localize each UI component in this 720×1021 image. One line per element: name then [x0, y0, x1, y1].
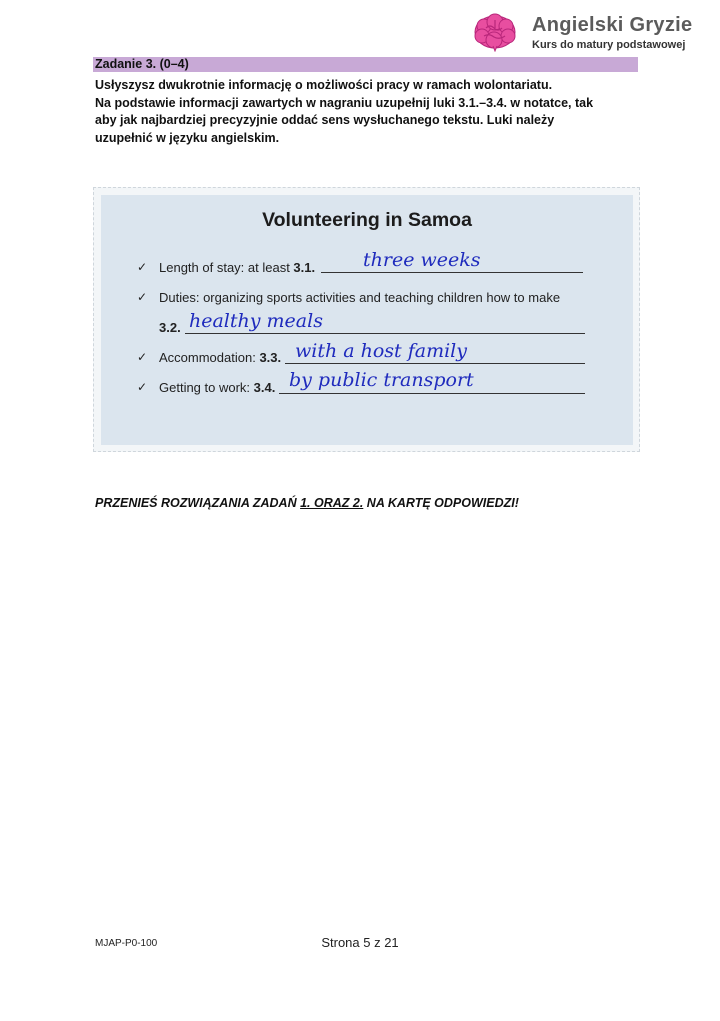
note-item-continuation: [101, 310, 633, 339]
task-header: [93, 57, 638, 72]
instruction-line: Na podstawie informacji zawartych w nagraniu uzupełnij luki 3.1.–3.4. w notatce, tak: [95, 95, 594, 110]
note-item-label: Duties: organizing sports activities and teaching children how to make: [159, 290, 561, 305]
transfer-notice: PRZENIEŚ ROZWIĄZANIA ZADAŃ 1. ORAZ 2. NA KARTĘ ODPOWIEDZI!: [95, 496, 519, 510]
note-item: [101, 285, 633, 309]
brand-name: Angielski Gryzie: [532, 14, 693, 36]
note-item: [101, 340, 633, 369]
note-item-label: Accommodation: 3.3.: [159, 350, 282, 365]
note-item-label: Getting to work: 3.4.: [159, 380, 276, 395]
brand-subtitle: Kurs do matury podstawowej: [532, 39, 686, 51]
handwritten-answer[interactable]: by public transport: [289, 369, 474, 391]
answer-line: [185, 333, 585, 334]
handwritten-answer[interactable]: with a host family: [295, 340, 467, 362]
note-title: Volunteering in Samoa: [262, 209, 472, 231]
check-mark-icon: ✓: [137, 290, 148, 304]
check-mark-icon: ✓: [137, 350, 148, 364]
note-item-label: Length of stay: at least 3.1.: [159, 260, 316, 275]
note-item: [101, 249, 633, 279]
transfer-task-numbers: 1. ORAZ 2.: [300, 496, 364, 510]
brain-icon: [472, 12, 518, 52]
exam-code: MJAP-P0-100: [95, 938, 158, 949]
check-mark-icon: ✓: [137, 380, 148, 394]
instruction-line: uzupełnić w języku angielskim.: [95, 130, 280, 145]
note-box: [101, 195, 633, 445]
brand-header: [472, 10, 702, 56]
page-number: Strona 5 z 21: [321, 935, 399, 950]
answer-line: [285, 363, 585, 364]
task-instructions: [95, 77, 640, 147]
task-title: Zadanie 3. (0–4): [95, 57, 189, 71]
instruction-line: Usłyszysz dwukrotnie informację o możliwości pracy w ramach wolontariatu.: [95, 78, 553, 92]
answer-line: [279, 393, 585, 394]
note-item: [101, 369, 633, 399]
instruction-line: aby jak najbardziej precyzyjnie oddać sens wysłuchanego tekstu. Luki należy: [95, 113, 555, 127]
answer-line: [321, 272, 583, 273]
note-item-number: 3.2.: [159, 320, 181, 335]
handwritten-answer[interactable]: three weeks: [363, 249, 481, 271]
handwritten-answer[interactable]: healthy meals: [189, 310, 323, 332]
check-mark-icon: ✓: [137, 260, 148, 274]
